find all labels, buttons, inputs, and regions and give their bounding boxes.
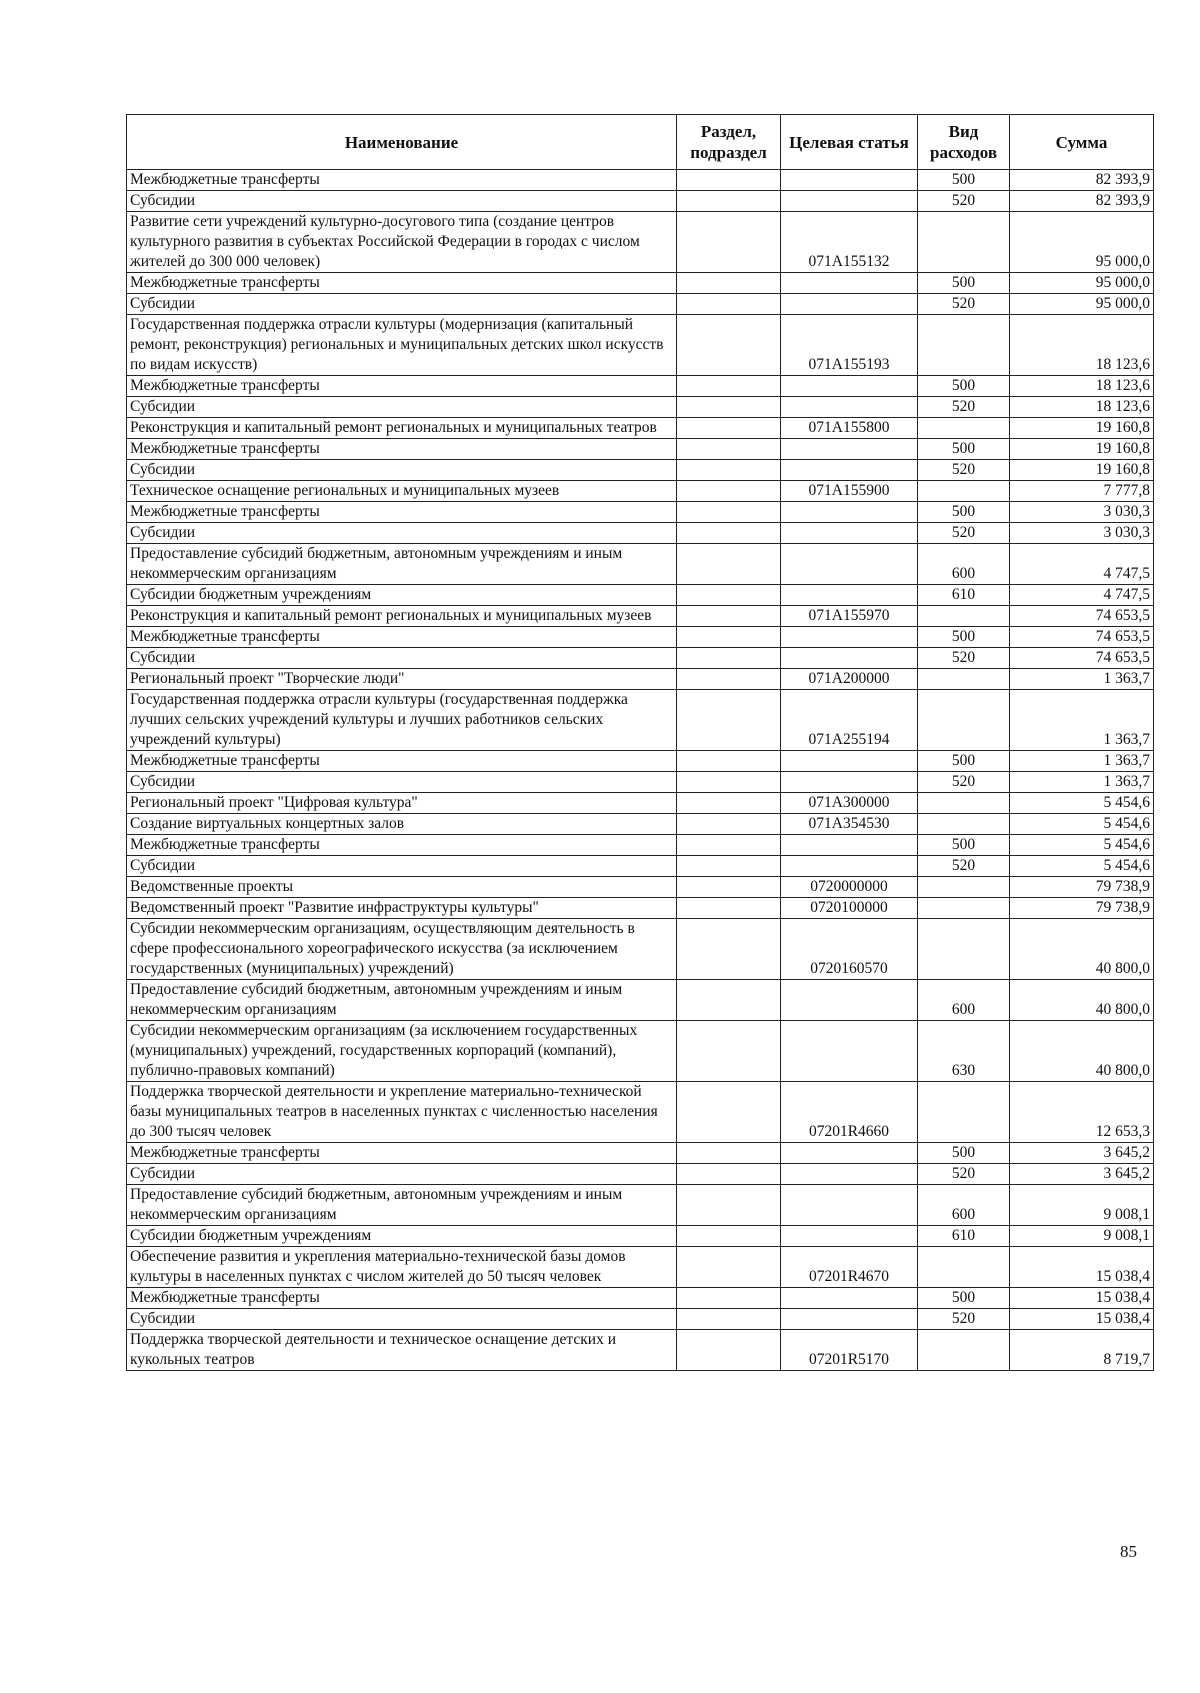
cell-section [677,397,781,418]
cell-kind: 500 [918,1143,1010,1164]
cell-name: Реконструкция и капитальный ремонт региональных и муниципальных театров [127,418,677,439]
cell-target [781,1309,918,1330]
cell-target [781,170,918,191]
cell-target [781,294,918,315]
cell-sum: 82 393,9 [1010,191,1154,212]
cell-sum: 4 747,5 [1010,585,1154,606]
cell-section [677,648,781,669]
table-row [127,439,1154,460]
table-row [127,606,1154,627]
cell-name: Межбюджетные трансферты [127,1143,677,1164]
cell-kind: 520 [918,648,1010,669]
cell-section [677,814,781,835]
cell-section [677,627,781,648]
cell-sum: 82 393,9 [1010,170,1154,191]
cell-name: Поддержка творческой деятельности и укрепление материально-технической базы муниципальных театров в населенных пунктах с численностью населения до 300 тысяч человек [127,1082,677,1143]
cell-name: Межбюджетные трансферты [127,1288,677,1309]
cell-section [677,980,781,1021]
cell-kind: 500 [918,1288,1010,1309]
cell-kind [918,877,1010,898]
table-row [127,793,1154,814]
cell-target [781,502,918,523]
cell-name: Межбюджетные трансферты [127,170,677,191]
cell-sum: 8 719,7 [1010,1330,1154,1371]
cell-target: 071A200000 [781,669,918,690]
cell-kind [918,793,1010,814]
cell-kind [918,814,1010,835]
table-row [127,376,1154,397]
cell-target [781,648,918,669]
cell-target [781,439,918,460]
table-row [127,980,1154,1021]
table-row [127,1143,1154,1164]
cell-kind: 500 [918,751,1010,772]
cell-name: Межбюджетные трансферты [127,273,677,294]
table-body [127,170,1154,1371]
cell-sum: 4 747,5 [1010,544,1154,585]
cell-target [781,1226,918,1247]
cell-kind: 610 [918,1226,1010,1247]
table-row [127,481,1154,502]
cell-kind [918,212,1010,273]
table-row [127,544,1154,585]
cell-name: Развитие сети учреждений культурно-досугового типа (создание центров культурного развития в субъектах Российской Федерации в городах с числом жителей до 300 000 человек) [127,212,677,273]
cell-kind: 520 [918,523,1010,544]
cell-kind [918,1247,1010,1288]
table-row [127,170,1154,191]
cell-target [781,397,918,418]
cell-section [677,294,781,315]
table-row [127,772,1154,793]
table-row [127,502,1154,523]
cell-section [677,1185,781,1226]
cell-name: Межбюджетные трансферты [127,751,677,772]
cell-section [677,690,781,751]
cell-name: Межбюджетные трансферты [127,439,677,460]
cell-kind [918,315,1010,376]
table-row [127,460,1154,481]
cell-section [677,669,781,690]
cell-section [677,376,781,397]
cell-target [781,523,918,544]
cell-target [781,585,918,606]
cell-target [781,1143,918,1164]
cell-section [677,772,781,793]
cell-sum: 1 363,7 [1010,669,1154,690]
cell-kind: 520 [918,1309,1010,1330]
cell-kind: 630 [918,1021,1010,1082]
cell-sum: 5 454,6 [1010,793,1154,814]
cell-target [781,627,918,648]
cell-name: Межбюджетные трансферты [127,835,677,856]
cell-target [781,1021,918,1082]
table-row [127,751,1154,772]
header-sum: Сумма [1010,115,1154,170]
cell-name: Обеспечение развития и укрепления материально-технической базы домов культуры в населенных пунктах с числом жителей до 50 тысяч человек [127,1247,677,1288]
cell-name: Субсидии [127,648,677,669]
cell-sum: 18 123,6 [1010,376,1154,397]
table-row [127,1330,1154,1371]
cell-section [677,523,781,544]
header-target: Целевая статья [781,115,918,170]
cell-name: Субсидии некоммерческим организациям, осуществляющим деятельность в сфере профессионального хореографического искусства (за исключением государственных (муниципальных) учреждений) [127,919,677,980]
cell-section [677,170,781,191]
cell-target [781,191,918,212]
cell-target [781,273,918,294]
cell-section [677,1309,781,1330]
table-row [127,191,1154,212]
cell-sum: 3 030,3 [1010,502,1154,523]
cell-section [677,835,781,856]
table-row [127,835,1154,856]
cell-kind [918,1330,1010,1371]
cell-kind: 520 [918,772,1010,793]
cell-name: Техническое оснащение региональных и муниципальных музеев [127,481,677,502]
table-row [127,1288,1154,1309]
cell-kind: 600 [918,544,1010,585]
cell-sum: 40 800,0 [1010,919,1154,980]
cell-target [781,1288,918,1309]
cell-kind [918,481,1010,502]
cell-sum: 79 738,9 [1010,898,1154,919]
cell-sum: 1 363,7 [1010,690,1154,751]
cell-name: Государственная поддержка отрасли культуры (модернизация (капитальный ремонт, реконструкция) региональных и муниципальных детских школ искусств по видам искусств) [127,315,677,376]
table-row [127,1185,1154,1226]
cell-sum: 19 160,8 [1010,439,1154,460]
cell-sum: 5 454,6 [1010,814,1154,835]
cell-section [677,418,781,439]
cell-name: Региональный проект "Творческие люди" [127,669,677,690]
cell-section [677,877,781,898]
table-row [127,1021,1154,1082]
cell-sum: 3 030,3 [1010,523,1154,544]
cell-kind: 500 [918,170,1010,191]
cell-sum: 79 738,9 [1010,877,1154,898]
cell-kind [918,690,1010,751]
table-row [127,1082,1154,1143]
cell-kind: 600 [918,980,1010,1021]
cell-kind: 600 [918,1185,1010,1226]
cell-kind [918,606,1010,627]
cell-target [781,1164,918,1185]
cell-section [677,212,781,273]
cell-name: Создание виртуальных концертных залов [127,814,677,835]
table-row [127,814,1154,835]
cell-target: 0720160570 [781,919,918,980]
cell-section [677,1021,781,1082]
cell-name: Региональный проект "Цифровая культура" [127,793,677,814]
table-row [127,877,1154,898]
cell-section [677,460,781,481]
cell-sum: 18 123,6 [1010,315,1154,376]
cell-target: 071A155970 [781,606,918,627]
cell-name: Государственная поддержка отрасли культуры (государственная поддержка лучших сельских учреждений культуры и лучших работников сельских учреждений культуры) [127,690,677,751]
table-row [127,585,1154,606]
cell-kind: 500 [918,835,1010,856]
cell-sum: 15 038,4 [1010,1247,1154,1288]
cell-section [677,1330,781,1371]
cell-name: Субсидии [127,294,677,315]
cell-name: Ведомственные проекты [127,877,677,898]
cell-target [781,544,918,585]
cell-name: Субсидии [127,460,677,481]
cell-kind: 520 [918,294,1010,315]
cell-target: 071A255194 [781,690,918,751]
cell-section [677,191,781,212]
cell-section [677,1082,781,1143]
cell-sum: 95 000,0 [1010,273,1154,294]
cell-target: 07201R4670 [781,1247,918,1288]
cell-section [677,1247,781,1288]
cell-kind: 500 [918,502,1010,523]
cell-kind: 520 [918,460,1010,481]
cell-name: Межбюджетные трансферты [127,376,677,397]
cell-kind: 520 [918,856,1010,877]
table-row [127,294,1154,315]
table-row [127,690,1154,751]
table-row [127,627,1154,648]
cell-name: Межбюджетные трансферты [127,627,677,648]
cell-section [677,273,781,294]
cell-kind [918,418,1010,439]
cell-target [781,376,918,397]
cell-sum: 19 160,8 [1010,460,1154,481]
cell-section [677,315,781,376]
table-row [127,1164,1154,1185]
cell-kind: 500 [918,627,1010,648]
table-row [127,397,1154,418]
table-row [127,1309,1154,1330]
cell-sum: 9 008,1 [1010,1185,1154,1226]
cell-name: Субсидии [127,523,677,544]
table-row [127,315,1154,376]
cell-kind: 520 [918,397,1010,418]
cell-sum: 3 645,2 [1010,1164,1154,1185]
cell-name: Субсидии [127,397,677,418]
cell-section [677,1143,781,1164]
cell-target: 0720000000 [781,877,918,898]
cell-name: Поддержка творческой деятельности и техническое оснащение детских и кукольных театров [127,1330,677,1371]
cell-section [677,919,781,980]
cell-section [677,856,781,877]
cell-sum: 1 363,7 [1010,772,1154,793]
cell-target [781,460,918,481]
budget-table [126,114,1154,1371]
cell-target [781,856,918,877]
cell-sum: 7 777,8 [1010,481,1154,502]
cell-section [677,481,781,502]
cell-target [781,1185,918,1226]
cell-target: 07201R5170 [781,1330,918,1371]
cell-name: Субсидии бюджетным учреждениям [127,1226,677,1247]
table-row [127,669,1154,690]
header-section: Раздел, подраздел [677,115,781,170]
cell-kind [918,919,1010,980]
cell-target: 071A155800 [781,418,918,439]
cell-kind: 520 [918,191,1010,212]
cell-section [677,1164,781,1185]
cell-sum: 9 008,1 [1010,1226,1154,1247]
table-row [127,898,1154,919]
page-number: 85 [1120,1542,1137,1561]
cell-target: 071A155132 [781,212,918,273]
cell-section [677,606,781,627]
cell-sum: 19 160,8 [1010,418,1154,439]
cell-target [781,835,918,856]
cell-target: 071A155193 [781,315,918,376]
table-row [127,1226,1154,1247]
cell-sum: 15 038,4 [1010,1309,1154,1330]
cell-target [781,772,918,793]
cell-name: Субсидии [127,856,677,877]
header-kind: Вид расходов [918,115,1010,170]
cell-name: Субсидии [127,1309,677,1330]
cell-name: Предоставление субсидий бюджетным, автономным учреждениям и иным некоммерческим организациям [127,544,677,585]
cell-sum: 74 653,5 [1010,606,1154,627]
cell-section [677,439,781,460]
cell-section [677,1288,781,1309]
cell-section [677,544,781,585]
cell-sum: 5 454,6 [1010,835,1154,856]
cell-name: Субсидии [127,772,677,793]
table-row [127,273,1154,294]
cell-name: Субсидии [127,191,677,212]
cell-name: Субсидии [127,1164,677,1185]
cell-kind: 500 [918,439,1010,460]
cell-kind [918,669,1010,690]
cell-sum: 95 000,0 [1010,212,1154,273]
cell-section [677,898,781,919]
table-header-row [127,115,1154,170]
cell-target [781,751,918,772]
cell-sum: 15 038,4 [1010,1288,1154,1309]
table-row [127,648,1154,669]
table-row [127,919,1154,980]
cell-sum: 40 800,0 [1010,980,1154,1021]
cell-target: 071A354530 [781,814,918,835]
cell-sum: 40 800,0 [1010,1021,1154,1082]
cell-name: Предоставление субсидий бюджетным, автономным учреждениям и иным некоммерческим организациям [127,980,677,1021]
cell-target: 071A300000 [781,793,918,814]
cell-sum: 5 454,6 [1010,856,1154,877]
cell-target: 0720100000 [781,898,918,919]
table-row [127,418,1154,439]
cell-name: Межбюджетные трансферты [127,502,677,523]
header-name: Наименование [127,115,677,170]
cell-name: Ведомственный проект "Развитие инфраструктуры культуры" [127,898,677,919]
cell-name: Реконструкция и капитальный ремонт региональных и муниципальных музеев [127,606,677,627]
cell-kind: 500 [918,376,1010,397]
cell-name: Предоставление субсидий бюджетным, автономным учреждениям и иным некоммерческим организациям [127,1185,677,1226]
cell-name: Субсидии бюджетным учреждениям [127,585,677,606]
cell-section [677,502,781,523]
cell-section [677,793,781,814]
table-row [127,523,1154,544]
cell-kind: 500 [918,273,1010,294]
cell-sum: 1 363,7 [1010,751,1154,772]
cell-sum: 12 653,3 [1010,1082,1154,1143]
cell-sum: 95 000,0 [1010,294,1154,315]
cell-sum: 74 653,5 [1010,648,1154,669]
cell-name: Субсидии некоммерческим организациям (за исключением государственных (муниципальных) учреждений, государственных корпораций (компаний), публично-правовых компаний) [127,1021,677,1082]
cell-kind: 610 [918,585,1010,606]
cell-target: 071A155900 [781,481,918,502]
cell-kind: 520 [918,1164,1010,1185]
table-row [127,856,1154,877]
cell-sum: 18 123,6 [1010,397,1154,418]
cell-section [677,585,781,606]
table-row [127,1247,1154,1288]
cell-sum: 3 645,2 [1010,1143,1154,1164]
cell-section [677,751,781,772]
cell-sum: 74 653,5 [1010,627,1154,648]
cell-kind [918,1082,1010,1143]
table-row [127,212,1154,273]
cell-target: 07201R4660 [781,1082,918,1143]
cell-kind [918,898,1010,919]
cell-section [677,1226,781,1247]
cell-target [781,980,918,1021]
